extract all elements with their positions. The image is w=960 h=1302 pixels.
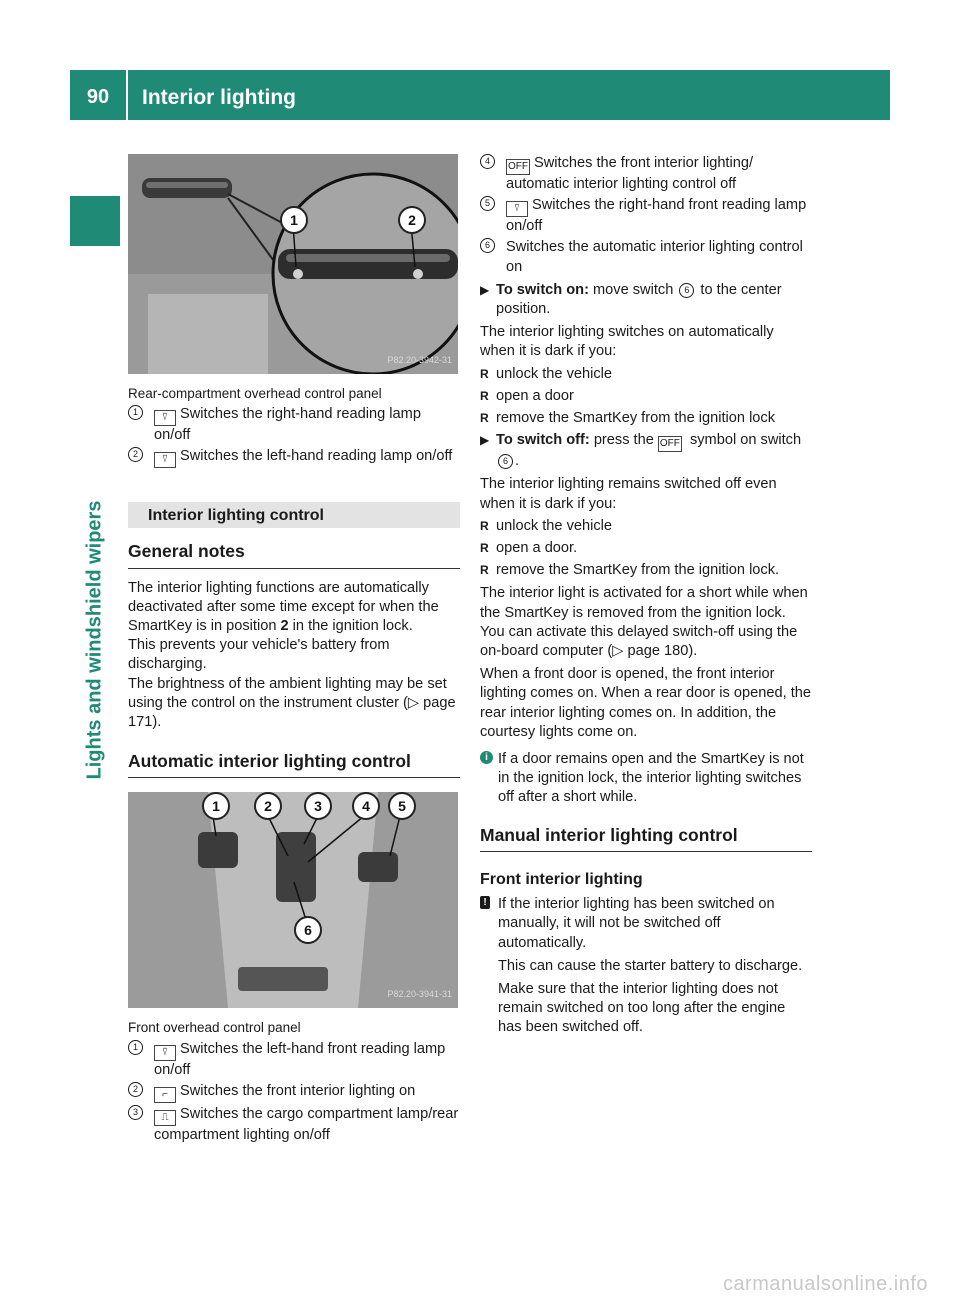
figure-caption: Rear-compartment overhead control panel <box>128 386 382 401</box>
callout-1: 1 <box>202 792 230 820</box>
interior-light-icon: ⌐ <box>154 1087 176 1103</box>
page-title: Interior lighting <box>142 86 296 109</box>
legend-text: Switches the right-hand reading lamp on/off <box>154 406 421 444</box>
step-arrow-icon: ▶ <box>480 433 490 448</box>
callout-4: 4 <box>352 792 380 820</box>
reading-lamp-icon: ⍢ <box>154 452 176 468</box>
bullet-item: R remove the SmartKey from the ignition lock. <box>480 561 812 580</box>
callout-2: 2 <box>398 206 426 234</box>
reading-lamp-icon: ⍢ <box>506 201 528 217</box>
off-switch-icon: OFF <box>506 159 530 175</box>
warning-icon: ! <box>480 896 490 909</box>
callout-5: 5 <box>388 792 416 820</box>
photo-reference: P82.20-3942-31 <box>387 354 452 365</box>
page-ref-arrow-icon: ▷ <box>612 643 624 660</box>
general-paragraph: This prevents your vehicle's battery from discharging. <box>128 637 390 673</box>
section-title: Interior lighting control <box>128 502 460 528</box>
header-divider <box>126 70 128 120</box>
legend-item <box>480 154 812 194</box>
bullet-item: R open a door <box>480 387 812 406</box>
legend-item <box>480 238 812 276</box>
watermark: carmanualsonline.info <box>722 1273 928 1295</box>
callout-2: 2 <box>254 792 282 820</box>
reading-lamp-icon: ⍢ <box>154 1045 176 1061</box>
legend-number: 2 <box>128 447 143 462</box>
info-note: i If a door remains open and the SmartKey is not in the ignition lock, the interior lighting switches off after a short while. <box>480 750 812 808</box>
legend-item <box>480 196 812 236</box>
bullet-item: R remove the SmartKey from the ignition lock <box>480 409 812 428</box>
info-icon: i <box>480 751 493 764</box>
legend-number: 4 <box>480 154 495 169</box>
heading-automatic: Automatic interior lighting control <box>128 752 460 778</box>
figure-caption: Front overhead control panel <box>128 1020 301 1036</box>
legend-text: Switches the cargo compartment lamp/rear compartment lighting on/off <box>154 1105 459 1143</box>
page-number: 90 <box>86 86 110 108</box>
heading-front-lighting: Front interior lighting <box>480 870 643 888</box>
legend-item <box>128 405 460 445</box>
rear-panel-photo <box>128 154 458 374</box>
reading-lamp-icon: ⍢ <box>154 410 176 426</box>
legend-text: Switches the left-hand front reading lamp on/off <box>154 1040 446 1078</box>
general-paragraph: The brightness of the ambient lighting may be set using the control on the instrument cluster (▷ page 171). <box>128 675 456 731</box>
legend-text: Switches the right-hand front reading lamp on/off <box>506 197 807 235</box>
step-switch-off: ▶ To switch off: press the OFF symbol on switch 6 . <box>480 432 802 470</box>
front-panel-photo <box>128 792 458 1008</box>
auto-on-text: The interior lighting switches on automatically when it is dark if you: <box>480 324 774 360</box>
front-panel-illustration <box>128 792 458 1008</box>
auto-off-text: The interior lighting remains switched off even when it is dark if you: <box>480 476 777 512</box>
legend-number: 5 <box>480 196 495 211</box>
door-text: When a front door is opened, the front interior lighting comes on. When a rear door is opened, the rear interior lighting comes on. In addition, the courtesy lights come on. <box>480 666 811 740</box>
legend-text: Switches the front interior lighting/ automatic interior lighting control off <box>506 155 754 192</box>
legend-item <box>128 1082 460 1103</box>
bullet-item: R unlock the vehicle <box>480 365 812 384</box>
callout-1: 1 <box>280 206 308 234</box>
callout-3: 3 <box>304 792 332 820</box>
legend-item <box>128 1105 460 1145</box>
legend-number: 3 <box>128 1105 143 1120</box>
side-tab-label: Lights and windshield wipers <box>83 500 106 780</box>
inline-number: 6 <box>498 454 513 469</box>
warning-note: ! If the interior lighting has been switched on manually, it will not be switched off automatically. This can cause the starter battery to discharge. Make sure that the interior lighting does not remain switched on too long after the engine has been switched off. <box>480 895 812 1037</box>
off-switch-icon: OFF <box>658 436 682 452</box>
page-ref-arrow-icon: ▷ <box>407 694 420 711</box>
photo-reference: P82.20-3941-31 <box>387 989 452 1000</box>
step-switch-on: ▶ To switch on: move switch 6 to the center position. <box>480 281 782 318</box>
cargo-lamp-icon: ⎍ <box>154 1110 176 1126</box>
callout-6: 6 <box>294 916 322 944</box>
right-column <box>480 154 812 1038</box>
legend-text: Switches the automatic interior lighting control on <box>506 239 803 275</box>
legend-text: Switches the front interior lighting on <box>180 1082 416 1099</box>
delay-text: The interior light is activated for a short while when the SmartKey is removed from the ignition lock. You can activate this delayed switch-off using the on-board computer (▷ page 180). <box>480 585 808 660</box>
heading-manual: Manual interior lighting control <box>480 826 812 852</box>
legend-number: 6 <box>480 238 495 253</box>
side-tab-marker <box>70 196 120 246</box>
legend-item <box>128 447 460 468</box>
legend-item <box>128 1040 460 1080</box>
legend-number: 2 <box>128 1082 143 1097</box>
legend-number: 1 <box>128 1040 143 1055</box>
bullet-item: R open a door. <box>480 539 812 558</box>
bullet-item: R unlock the vehicle <box>480 517 812 536</box>
inline-number: 6 <box>679 283 694 298</box>
legend-text: Switches the left-hand reading lamp on/off <box>180 448 453 465</box>
general-paragraph: The interior lighting functions are automatically deactivated after some time except for when the SmartKey is in position 2 in the ignition lock. <box>128 579 439 635</box>
rear-panel-illustration <box>128 154 458 374</box>
legend-number: 1 <box>128 405 143 420</box>
heading-general-notes: General notes <box>128 542 460 568</box>
step-arrow-icon: ▶ <box>480 282 490 297</box>
left-column <box>128 154 460 1145</box>
